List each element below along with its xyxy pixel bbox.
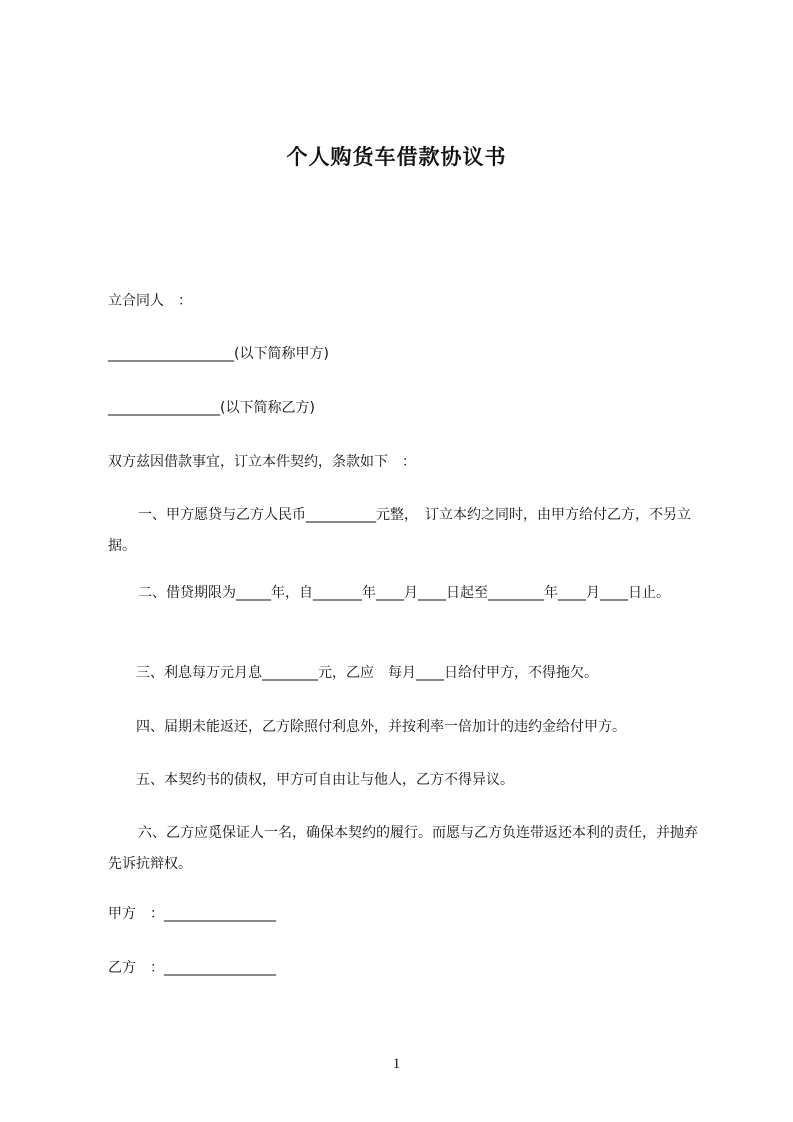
clause-1 xyxy=(108,500,704,562)
clause-2-text: 二、借贷期限为_____年，自_______年____月____日起至________年____月____日止。 xyxy=(138,585,670,601)
clause-4-text: 四、届期未能返还，乙方除照付利息外，并按利率一倍加计的违约金给付甲方。 xyxy=(136,719,626,735)
signature-party-b: 乙方 ：________________ xyxy=(108,960,276,976)
page-number: 1 xyxy=(392,1056,401,1072)
clause-3 xyxy=(108,658,704,689)
party-intro: 立合同人 ： xyxy=(108,293,192,309)
party-a-line: __________________(以下简称甲方) xyxy=(108,346,329,362)
page-title: 个人购货车借款协议书 xyxy=(286,145,507,169)
clause-4 xyxy=(108,712,704,743)
clause-5-text: 五、本契约书的债权，甲方可自由让与他人，乙方不得异议。 xyxy=(136,772,514,788)
clause-5 xyxy=(108,765,704,796)
party-b-line: ________________(以下简称乙方) xyxy=(108,400,315,416)
clause-1-text: 一、甲方愿贷与乙方人民币__________元整， 订立本约之同时，由甲方给付乙方，不另立据。 xyxy=(108,507,691,554)
clause-6 xyxy=(108,818,704,880)
clause-3-text: 三、利息每万元月息________元，乙应 每月____日给付甲方，不得拖欠。 xyxy=(136,665,598,681)
signature-party-a: 甲方 ：________________ xyxy=(108,906,276,922)
clause-6-text: 六、乙方应觅保证人一名，确保本契约的履行。而愿与乙方负连带返还本利的责任，并抛弃先诉抗辩权。 xyxy=(108,825,698,872)
clause-2 xyxy=(108,578,704,609)
preamble: 双方兹因借款事宜，订立本件契约，条款如下 ： xyxy=(108,454,416,470)
